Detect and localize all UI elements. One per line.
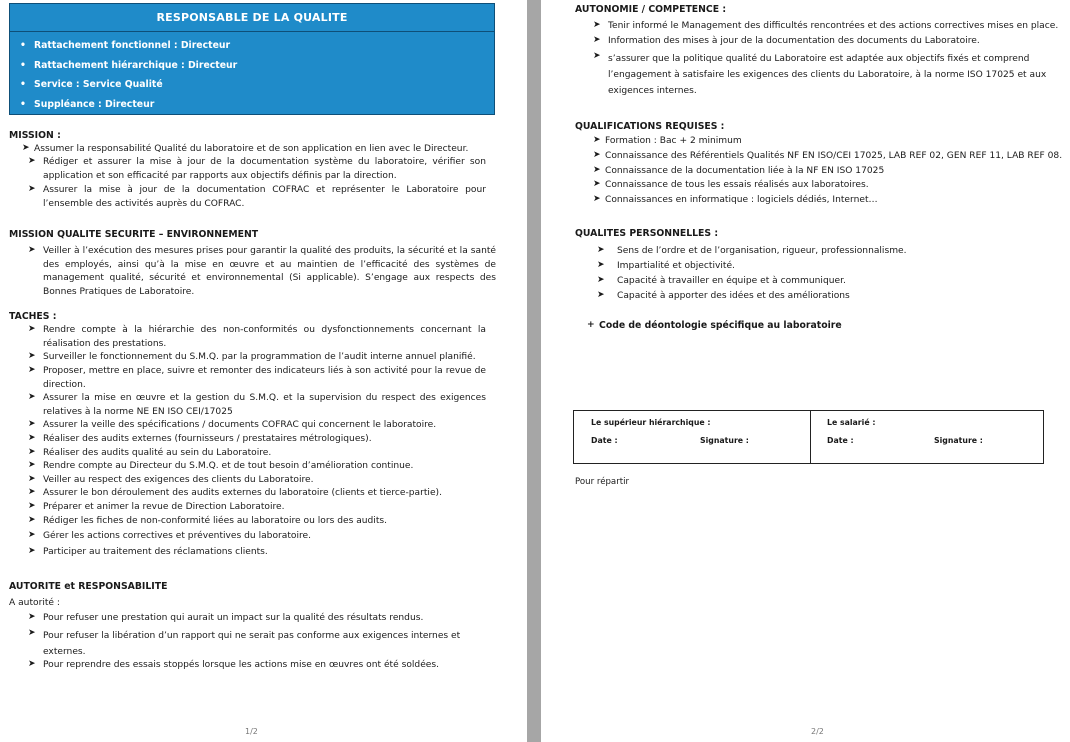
signature-table-divider <box>810 411 811 463</box>
mission-qse-item: Veiller à l’exécution des mesures prises pour garantir la qualité des produits, la sécurité et la santé des employés, ainsi qu’à la mise en œuvre et au maintien de l’efficacité des systèmes de management qualité, sécurité et environnemental (Si applicable). S’engage aux respects des Bonnes Pratiques de Laboratoire. <box>43 246 496 297</box>
pour-repartir-text: Pour répartir <box>575 477 630 487</box>
arrow-bullet-icon: ➤ <box>593 194 601 204</box>
arrow-bullet-icon: ➤ <box>593 150 601 160</box>
arrow-bullet-icon: ➤ <box>28 628 36 638</box>
arrow-bullet-icon: ➤ <box>28 156 36 166</box>
role-header-box <box>9 3 495 115</box>
qualifications-heading: QUALIFICATIONS REQUISES : <box>575 121 725 132</box>
employee-date-label: Date : <box>827 436 854 445</box>
superior-signature-label: Signature : <box>700 436 749 445</box>
arrow-bullet-icon: ➤ <box>28 447 36 457</box>
role-substitute: • Suppléance : Directeur <box>20 99 155 110</box>
qualite-item: Capacité à travailler en équipe et à communiquer. <box>617 276 846 286</box>
arrow-bullet-icon: ➤ <box>597 275 605 285</box>
arrow-bullet-icon: ➤ <box>28 501 36 511</box>
arrow-bullet-icon: ➤ <box>597 290 605 300</box>
qualite-item: Sens de l’ordre et de l’organisation, rigueur, professionnalisme. <box>617 246 907 256</box>
arrow-bullet-icon: ➤ <box>28 460 36 470</box>
arrow-bullet-icon: ➤ <box>593 179 601 189</box>
qualite-item: Impartialité et objectivité. <box>617 261 735 271</box>
arrow-bullet-icon: ➤ <box>593 35 601 45</box>
arrow-bullet-icon: ➤ <box>593 165 601 175</box>
role-service: • Service : Service Qualité <box>20 79 163 90</box>
tache-item: Rendre compte à la hiérarchie des non-conformités ou dysfonctionnements concernant la réalisation des prestations. <box>43 325 486 349</box>
qualite-item: Capacité à apporter des idées et des améliorations <box>617 291 850 301</box>
tache-item: Rédiger les fiches de non-conformité liées au laboratoire ou lors des audits. <box>43 516 388 526</box>
mission-heading: MISSION : <box>9 130 61 141</box>
autorite-item: Pour refuser la libération d’un rapport qui ne serait pas conforme aux exigences internes et externes. <box>43 631 461 657</box>
tache-item: Proposer, mettre en place, suivre et remonter des indicateurs liés à son activité pour la revue de direction. <box>43 366 486 390</box>
superior-label: Le supérieur hiérarchique : <box>591 418 711 427</box>
mission-item: Assumer la responsabilité Qualité du laboratoire et de son application en lien avec le Directeur. <box>34 144 469 154</box>
arrow-bullet-icon: ➤ <box>28 659 36 669</box>
superior-date-label: Date : <box>591 436 618 445</box>
tache-item: Surveiller le fonctionnement du S.M.Q. par la programmation de l’audit interne annuel planifié. <box>43 352 476 362</box>
tache-item: Gérer les actions correctives et préventives du laboratoire. <box>43 531 311 541</box>
qualites-heading: QUALITES PERSONNELLES : <box>575 228 719 239</box>
arrow-bullet-icon: ➤ <box>28 487 36 497</box>
arrow-bullet-icon: ➤ <box>28 245 36 255</box>
qualification-item: Connaissance de tous les essais réalisés aux laboratoires. <box>605 180 869 190</box>
qualification-item: Connaissance de la documentation liée à la NF EN ISO 17025 <box>605 166 885 176</box>
arrow-bullet-icon: ➤ <box>28 365 36 375</box>
employee-label: Le salarié : <box>827 418 876 427</box>
autonomie-item: Information des mises à jour de la documentation des documents du Laboratoire. <box>608 36 980 46</box>
bullet-icon: • <box>20 99 26 110</box>
tache-item: Réaliser des audits qualité au sein du Laboratoire. <box>43 448 272 458</box>
autorite-item: Pour reprendre des essais stoppés lorsque les actions mise en œuvres ont été soldées. <box>43 660 440 670</box>
tache-item: Participer au traitement des réclamations clients. <box>43 547 268 557</box>
arrow-bullet-icon: ➤ <box>28 612 36 622</box>
tache-item: Assurer le bon déroulement des audits externes du laboratoire (clients et tierce-partie). <box>43 488 442 498</box>
role-title-divider <box>10 31 494 32</box>
arrow-bullet-icon: ➤ <box>22 143 30 153</box>
arrow-bullet-icon: ➤ <box>28 433 36 443</box>
document-page-1 <box>0 0 527 742</box>
arrow-bullet-icon: ➤ <box>28 351 36 361</box>
role-attachment-hierarchical: • Rattachement hiérarchique : Directeur <box>20 60 238 71</box>
tache-item: Assurer la mise en œuvre et la gestion du S.M.Q. et la supervision du respect des exigences relatives à la norme NE EN ISO CEI/17025 <box>43 393 486 417</box>
deontologie-line: Code de déontologie spécifique au laboratoire <box>599 320 842 331</box>
taches-heading: TACHES : <box>9 311 57 322</box>
mission-item: Assurer la mise à jour de la documentation COFRAC et représenter le Laboratoire pour l’ensemble des activités auprès du COFRAC. <box>43 185 486 209</box>
arrow-bullet-icon: ➤ <box>28 530 36 540</box>
qualification-item: Connaissance des Référentiels Qualités NF EN ISO/CEI 17025, LAB REF 02, GEN REF 11, LAB REF 08. <box>605 151 1063 161</box>
mission-item: Rédiger et assurer la mise à jour de la documentation système du laboratoire, vérifier son application et son efficacité par rapports aux objectifs définis par la direction. <box>43 157 486 181</box>
arrow-bullet-icon: ➤ <box>28 515 36 525</box>
arrow-bullet-icon: ➤ <box>28 419 36 429</box>
bullet-icon: • <box>20 40 26 51</box>
tache-item: Veiller au respect des exigences des clients du Laboratoire. <box>43 475 314 485</box>
signature-table <box>573 410 1044 464</box>
autonomie-item: Tenir informé le Management des difficultés rencontrées et des actions correctives mises en place. <box>608 21 1059 31</box>
arrow-bullet-icon: ➤ <box>28 474 36 484</box>
arrow-bullet-icon: ➤ <box>28 324 36 334</box>
arrow-bullet-icon: ➤ <box>28 546 36 556</box>
tache-item: Rendre compte au Directeur du S.M.Q. et de tout besoin d’amélioration continue. <box>43 461 414 471</box>
role-title: RESPONSABLE DE LA QUALITE <box>156 11 348 24</box>
bullet-icon: • <box>20 79 26 90</box>
page-number: 2/2 <box>811 727 824 736</box>
autonomie-heading: AUTONOMIE / COMPETENCE : <box>575 4 727 15</box>
arrow-bullet-icon: ➤ <box>597 260 605 270</box>
arrow-bullet-icon: ➤ <box>28 184 36 194</box>
page-number: 1/2 <box>245 727 258 736</box>
autorite-heading: AUTORITE et RESPONSABILITE <box>9 581 168 592</box>
arrow-bullet-icon: ➤ <box>593 135 601 145</box>
tache-item: Réaliser des audits externes (fournisseurs / prestataires métrologiques). <box>43 434 372 444</box>
autorite-subheading: A autorité : <box>9 598 60 608</box>
qualification-item: Formation : Bac + 2 minimum <box>605 136 742 146</box>
bullet-icon: • <box>20 60 26 71</box>
arrow-bullet-icon: ➤ <box>593 51 601 61</box>
document-page-2 <box>541 0 1070 742</box>
arrow-bullet-icon: ➤ <box>28 392 36 402</box>
employee-signature-label: Signature : <box>934 436 983 445</box>
autorite-item: Pour refuser une prestation qui aurait un impact sur la qualité des résultats rendus. <box>43 613 424 623</box>
plus-bullet-icon: + <box>587 320 595 330</box>
tache-item: Préparer et animer la revue de Direction Laboratoire. <box>43 502 285 512</box>
arrow-bullet-icon: ➤ <box>593 20 601 30</box>
qualification-item: Connaissances en informatique : logiciels dédiés, Internet… <box>605 195 878 205</box>
role-attachment-functional: • Rattachement fonctionnel : Directeur <box>20 40 231 51</box>
autonomie-item: s’assurer que la politique qualité du Laboratoire est adaptée aux objectifs fixés et comprend l’engagement à satisfaire les exigences des clients du Laboratoire, à la norme ISO 17025 et aux exigences internes. <box>608 54 1047 96</box>
mission-qse-heading: MISSION QUALITE SECURITE – ENVIRONNEMENT <box>9 229 259 240</box>
tache-item: Assurer la veille des spécifications / documents COFRAC qui concernent le laboratoire. <box>43 420 437 430</box>
arrow-bullet-icon: ➤ <box>597 245 605 255</box>
